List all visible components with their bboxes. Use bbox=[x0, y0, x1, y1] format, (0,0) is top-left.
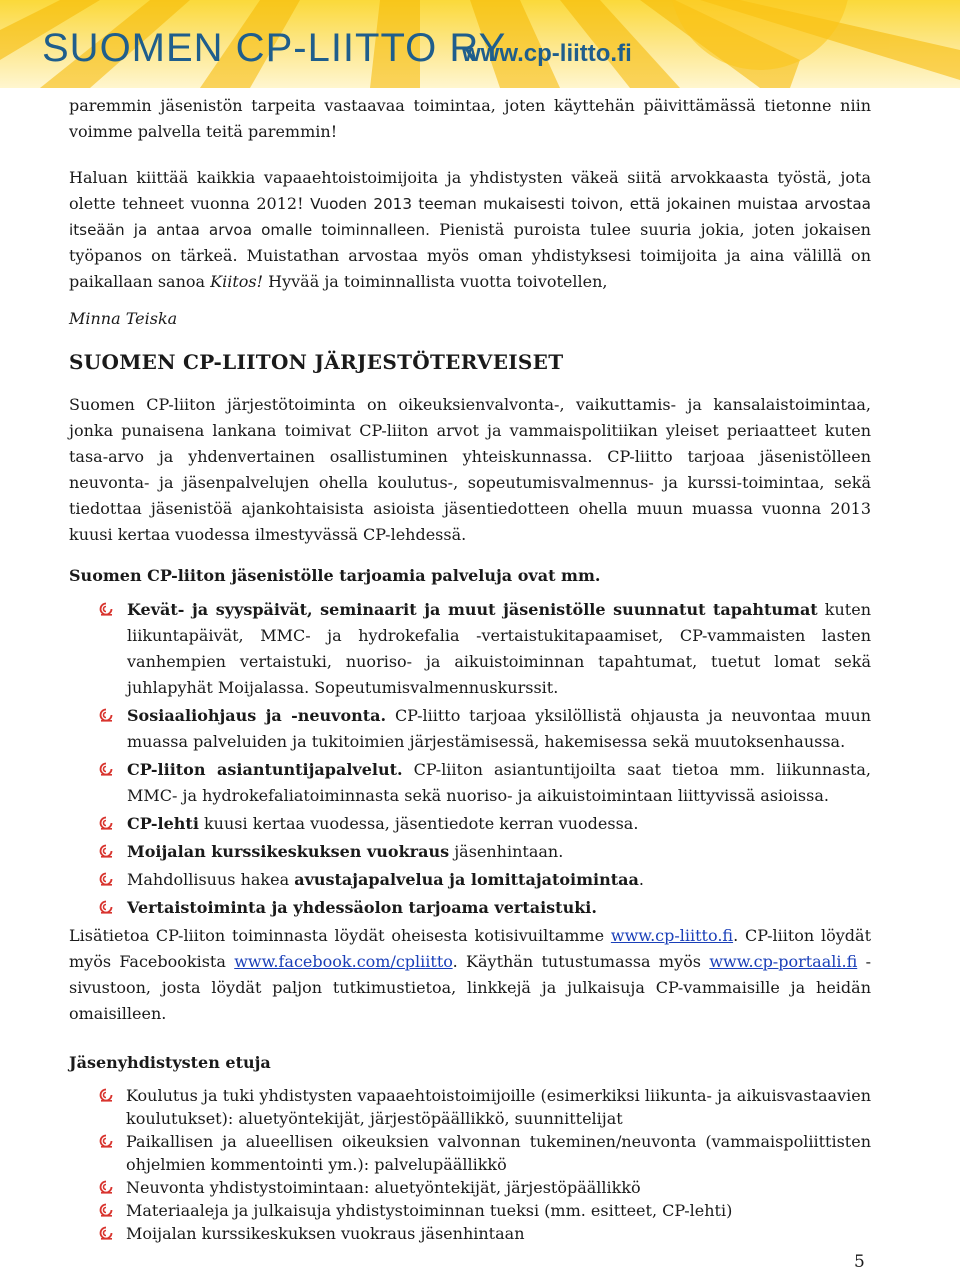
bullet-icon bbox=[99, 1134, 113, 1148]
bullet-icon bbox=[99, 816, 113, 830]
service-item bbox=[69, 597, 871, 701]
benefit-text: Materiaaleja ja julkaisuja yhdistystoiminnan tueksi (mm. esitteet, CP-lehti) bbox=[126, 1201, 733, 1220]
bullet-icon bbox=[99, 602, 113, 616]
more-info-text-3: . Käythän tutustumassa myös bbox=[452, 952, 710, 971]
section-title: SUOMEN CP-LIITON JÄRJESTÖTERVEISET bbox=[69, 350, 564, 374]
more-info-text-4: -sivustoon, josta löydät paljon tutkimustietoa, linkkejä ja julkaisuja CP-vammaisille ja heidän omaisilleen. bbox=[69, 952, 871, 1023]
benefit-item bbox=[69, 1084, 871, 1130]
benefits-list bbox=[69, 1084, 871, 1245]
more-info-text-2: . CP-liiton löydät myös Facebookista bbox=[69, 926, 872, 971]
service-text: kuusi kertaa vuodessa, jäsentiedote kerran vuodessa. bbox=[198, 814, 639, 833]
bullet-icon bbox=[99, 1226, 113, 1240]
bullet-icon bbox=[99, 708, 113, 722]
page-header bbox=[0, 0, 960, 88]
service-item bbox=[69, 867, 871, 893]
bullet-icon bbox=[99, 900, 113, 914]
benefit-item bbox=[69, 1222, 871, 1245]
intro-kiitos: Kiitos! bbox=[210, 272, 264, 291]
page-number: 5 bbox=[854, 1252, 865, 1272]
service-item bbox=[69, 811, 871, 837]
bullet-icon bbox=[99, 1088, 113, 1102]
service-bold: Vertaistoiminta ja yhdessäolon tarjoama vertaistuki. bbox=[127, 898, 597, 917]
benefit-item bbox=[69, 1176, 871, 1199]
benefit-text: Paikallisen ja alueellisen oikeuksien valvonnan tukeminen/neuvonta (vammaispoliittisten ohjelmien kommentointi ym.): palvelupäällikkö bbox=[126, 1132, 871, 1174]
signature: Minna Teiska bbox=[69, 309, 178, 328]
benefit-item bbox=[69, 1130, 871, 1176]
benefit-text: Neuvonta yhdistystoimintaan: aluetyöntekijät, järjestöpäällikkö bbox=[126, 1178, 641, 1197]
benefit-text: Moijalan kurssikeskuksen vuokraus jäsenhintaan bbox=[126, 1224, 525, 1243]
benefits-title: Jäsenyhdistysten etuja bbox=[69, 1053, 271, 1072]
bullet-icon bbox=[99, 844, 113, 858]
service-item bbox=[69, 895, 871, 921]
service-text: CP-liiton asiantuntijoilta saat tietoa mm. liikunnasta, MMC- ja hydrokefaliatoiminnasta sekä nuoriso- ja aikuistoimintaan liittyvissä asioissa. bbox=[127, 760, 872, 805]
service-text: kuten liikuntapäivät, MMC- ja hydrokefalia -vertaistukitapaamiset, CP-vammaisten lasten vanhempien vertaistuki, nuoriso- ja aikuistoiminnan tapahtumat, tuetut lomat sekä juhlapyhät Moijalassa. Sopeutumisvalmennuskurssit. bbox=[127, 600, 871, 697]
service-item bbox=[69, 839, 871, 865]
service-item bbox=[69, 703, 871, 755]
services-title: Suomen CP-liiton jäsenistölle tarjoamia palveluja ovat mm. bbox=[69, 566, 601, 585]
intro-theme: Vuoden 2013 teeman mukaisesti toivon, että jokainen muistaa arvostaa itseään ja antaa arvoa omalle toiminnalleen. bbox=[69, 195, 871, 239]
service-bold: avustajapalvelua ja lomittajatoimintaa bbox=[294, 870, 639, 889]
benefit-text: Koulutus ja tuki yhdistysten vapaaehtoistoimijoille (esimerkiksi liikunta- ja aikuisvastaavien koulutukset): aluetyöntekijät, järjestöpäällikkö, suunnittelijat bbox=[126, 1086, 871, 1128]
header-website: www.cp-liitto.fi bbox=[462, 40, 632, 67]
service-bold: Sosiaaliohjaus ja -neuvonta. bbox=[127, 706, 387, 725]
intro-paragraph-1: paremmin jäsenistön tarpeita vastaavaa toimintaa, joten käyttehän päivittämässä tietonne niin voimme palvella teitä paremmin! bbox=[69, 96, 871, 141]
intro-thanks: Haluan kiittää kaikkia vapaaehtoistoimijoita ja yhdistysten väkeä siitä arvokkaasta työstä, jota olette tehneet vuonna 2012! bbox=[69, 168, 871, 213]
bullet-icon bbox=[99, 872, 113, 886]
service-bold: CP-lehti bbox=[127, 814, 199, 833]
facebook-link[interactable]: www.facebook.com/cpliitto bbox=[234, 952, 453, 971]
bullet-icon bbox=[99, 762, 113, 776]
more-info-paragraph bbox=[69, 923, 871, 1027]
cp-liitto-link[interactable]: www.cp-liitto.fi bbox=[610, 926, 734, 945]
service-text: . bbox=[638, 870, 644, 889]
intro-text: Pienistä puroista tulee suuria jokia, joten jokaisen työpanos on tärkeä. Muistathan arvostaa myös oman yhdistyksesi toimijoita ja aina välillä on paikallaan sanoa bbox=[69, 220, 871, 291]
intro-paragraph-2 bbox=[69, 165, 871, 295]
benefit-item bbox=[69, 1199, 871, 1222]
page-content bbox=[69, 93, 871, 1245]
section-body: Suomen CP-liiton järjestötoiminta on oikeuksienvalvonta-, vaikuttamis- ja kansalaistoimintaa, jonka punaisena lankana toimivat CP-liiton arvot ja vammaispolitiikan yleiset periaatteet kuten tasa-arvo ja yhdenvertainen osallistuminen yhteiskunnassa. CP-liitto tarjoaa jäsenistölleen neuvonta- ja jäsenpalvelujen ohella koulutus-, sopeutumisvalmennus- ja kurssi-toimintaa, sekä tiedottaa jäsenistöä ajankohtaisista asioista jäsentiedotteen ohella muun muassa vuonna 2013 kuusi kertaa vuodessa ilmestyvässä CP-lehdessä. bbox=[69, 395, 871, 544]
service-item bbox=[69, 757, 871, 809]
intro-closing: Hyvää ja toiminnallista vuotta toivotellen, bbox=[263, 272, 608, 291]
service-prefix: Mahdollisuus hakea bbox=[127, 870, 295, 889]
service-bold: Kevät- ja syyspäivät, seminaarit ja muut jäsenistölle suunnatut tapahtumat bbox=[127, 600, 818, 619]
service-bold: CP-liiton asiantuntijapalvelut. bbox=[127, 760, 403, 779]
organization-logo-text: SUOMEN CP-LIITTO RY bbox=[42, 26, 507, 70]
bullet-icon bbox=[99, 1180, 113, 1194]
cp-portaali-link[interactable]: www.cp-portaali.fi bbox=[709, 952, 858, 971]
service-bold: Moijalan kurssikeskuksen vuokraus bbox=[127, 842, 450, 861]
bullet-icon bbox=[99, 1203, 113, 1217]
service-text: CP-liitto tarjoaa yksilöllistä ohjausta ja neuvontaa muun muassa palveluiden ja tukitoimien järjestämisessä, hakemisessa sekä muutoksenhaussa. bbox=[127, 706, 871, 751]
service-text: jäsenhintaan. bbox=[449, 842, 564, 861]
services-list bbox=[69, 597, 871, 921]
more-info-text-1: Lisätietoa CP-liiton toiminnasta löydät oheisesta kotisivuiltamme bbox=[69, 926, 611, 945]
